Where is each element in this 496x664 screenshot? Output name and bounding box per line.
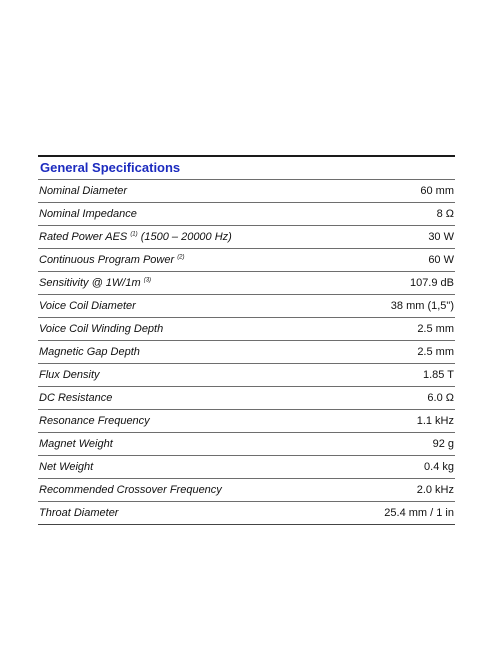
spec-label: Nominal Impedance: [39, 208, 137, 220]
footnote-marker: (1): [130, 231, 138, 238]
spec-value: 92 g: [432, 438, 454, 450]
spec-row-nominal-impedance: [38, 203, 455, 226]
spec-value: 60 mm: [420, 185, 454, 197]
spec-label: Magnet Weight: [39, 438, 113, 450]
spec-label: Nominal Diameter: [39, 185, 128, 197]
spec-label: Flux Density: [39, 369, 100, 381]
spec-label: Resonance Frequency: [39, 415, 150, 427]
spec-value: 8 Ω: [436, 208, 454, 220]
spec-row-rated-power: [38, 226, 455, 249]
general-specifications-table: [38, 155, 455, 525]
spec-row-voice-coil-diameter: [38, 295, 455, 318]
spec-label: Sensitivity @ 1W/1m $^{(3)}$: [39, 277, 152, 289]
spec-label: Recommended Crossover Frequency: [39, 484, 222, 496]
spec-value: 2.5 mm: [417, 346, 454, 358]
spec-label: Continuous Program Power $^{(2)}$: [39, 254, 185, 266]
spec-value: 1.1 kHz: [416, 415, 454, 427]
section-title: General Specifications: [38, 157, 455, 180]
spec-row-flux-density: [38, 364, 455, 387]
spec-row-recommended-crossover-frequency: [38, 479, 455, 502]
spec-row-dc-resistance: [38, 387, 455, 410]
spec-label: Net Weight: [39, 461, 94, 473]
spec-value: 0.4 kg: [424, 461, 454, 473]
spec-row-nominal-diameter: [38, 180, 455, 203]
spec-label: Throat Diameter: [39, 507, 119, 519]
spec-value: 107.9 dB: [409, 277, 454, 289]
footnote-marker: (3): [143, 277, 152, 284]
spec-label: Magnetic Gap Depth: [39, 346, 140, 358]
spec-value: 1.85 T: [423, 369, 454, 381]
spec-row-voice-coil-winding-depth: [38, 318, 455, 341]
spec-row-net-weight: [38, 456, 455, 479]
spec-label: Voice Coil Winding Depth: [39, 323, 164, 335]
spec-label: Voice Coil Diameter: [39, 300, 136, 312]
spec-value: 60 W: [428, 254, 454, 266]
spec-row-magnetic-gap-depth: [38, 341, 455, 364]
spec-row-continuous-program-power: [38, 249, 455, 272]
spec-label: Rated Power AES $^{(1)}$ (1500 – 20000 Hz): [39, 231, 232, 243]
spec-value: 38 mm (1,5"): [390, 300, 454, 312]
spec-value: 6.0 Ω: [427, 392, 454, 404]
spec-value: 2.0 kHz: [416, 484, 454, 496]
spec-row-magnet-weight: [38, 433, 455, 456]
spec-row-throat-diameter: [38, 502, 455, 525]
spec-value: 25.4 mm / 1 in: [384, 507, 454, 519]
spec-value: 30 W: [428, 231, 454, 243]
spec-value: 2.5 mm: [417, 323, 454, 335]
spec-row-sensitivity: [38, 272, 455, 295]
spec-row-resonance-frequency: [38, 410, 455, 433]
spec-label: DC Resistance: [39, 392, 113, 404]
footnote-marker: (2): [177, 254, 185, 261]
